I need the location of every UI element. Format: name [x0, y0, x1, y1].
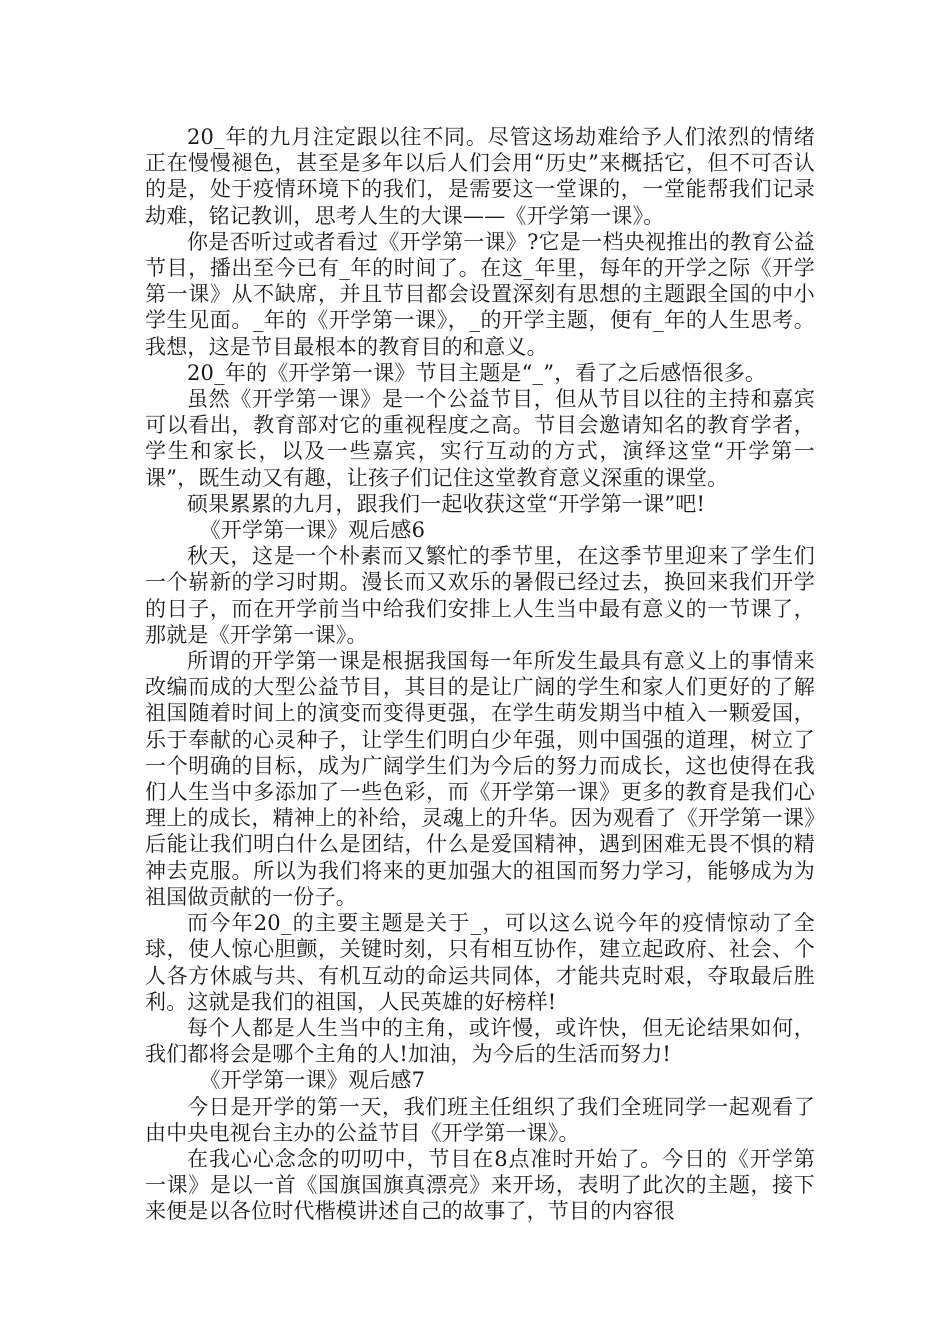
paragraph-12: 今日是开学的第一天，我们班主任组织了我们全班同学一起观看了由中央电视台主办的公益节目《开学第一课》。	[145, 1094, 815, 1145]
paragraph-7: 秋天，这是一个朴素而又繁忙的季节里，在这季节里迎来了学生们一个崭新的学习时期。漫长而又欢乐的暑假已经过去，换回来我们开学的日子，而在开学前当中给我们安排上人生当中最有意义的一节课了，那就是《开学第一课》。	[145, 544, 815, 647]
section-heading-6: 《开学第一课》观后感6	[199, 518, 426, 543]
section-heading-7: 《开学第一课》观后感7	[199, 1068, 426, 1093]
paragraph-8: 所谓的开学第一课是根据我国每一年所发生最具有意义上的事情来改编而成的大型公益节目，其目的是让广阔的学生和家人们更好的了解祖国随着时间上的演变而变得更强，在学生萌发期当中植入一颗爱国，乐于奉献的心灵种子，让学生们明白少年强，则中国强的道理，树立了一个明确的目标，成为广阔学生们为今后的努力而成长，这也使得在我们人生当中多添加了一些色彩，而《开学第一课》更多的教育是我们心理上的成长，精神上的补给，灵魂上的升华。因为观看了《开学第一课》后能让我们明白什么是团结，什么是爱国精神，遇到困难无畏不惧的精神去克服。所以为我们将来的更加强大的祖国而努力学习，能够成为为祖国做贡献的一份子。	[145, 649, 815, 909]
paragraph-1: 20_年的九月注定跟以往不同。尽管这场劫难给予人们浓烈的情绪正在慢慢褪色，甚至是多年以后人们会用“历史”来概括它，但不可否认的是，处于疫情环境下的我们，是需要这一堂课的，一堂能帮我们记录劫难，铭记教训，思考人生的大课——《开学第一课》。	[145, 125, 815, 228]
paragraph-4: 虽然《开学第一课》是一个公益节目，但从节目以往的主持和嘉宾可以看出，教育部对它的重视程度之高。节目会邀请知名的教育学者，学生和家长，以及一些嘉宾，实行互动的方式，演绎这堂“开学第一课”，既生动又有趣，让孩子们记住这堂教育意义深重的课堂。	[145, 387, 815, 490]
paragraph-13: 在我心心念念的叨叨中，节目在8点准时开始了。今日的《开学第一课》是以一首《国旗国旗真漂亮》来开场，表明了此次的主题，接下来便是以各位时代楷模讲述自己的故事了，节目的内容很	[145, 1146, 815, 1224]
paragraph-5: 硕果累累的九月，跟我们一起收获这堂“开学第一课”吧!	[187, 491, 706, 516]
paragraph-3: 20_年的《开学第一课》节目主题是“_”，看了之后感悟很多。	[187, 360, 767, 385]
document-body	[145, 124, 815, 1225]
paragraph-9: 而今年20_的主要主题是关于_，可以这么说今年的疫情惊动了全球，使人惊心胆颤，关键时刻，只有相互协作，建立起政府、社会、个人各方休戚与共、有机互动的命运共同体，才能共克时艰，夺取最后胜利。这就是我们的祖国，人民英雄的好榜样!	[145, 911, 815, 1014]
paragraph-2: 你是否听过或者看过《开学第一课》?它是一档央视推出的教育公益节目，播出至今已有_年的时间了。在这_年里，每年的开学之际《开学第一课》从不缺席，并且节目都会设置深刻有思想的主题跟全国的中小学生见面。_年的《开学第一课》，_的开学主题，便有_年的人生思考。我想，这是节目最根本的教育目的和意义。	[145, 229, 815, 359]
paragraph-10: 每个人都是人生当中的主角，或许慢，或许快，但无论结果如何，我们都将会是哪个主角的人!加油，为今后的生活而努力!	[145, 1015, 815, 1067]
